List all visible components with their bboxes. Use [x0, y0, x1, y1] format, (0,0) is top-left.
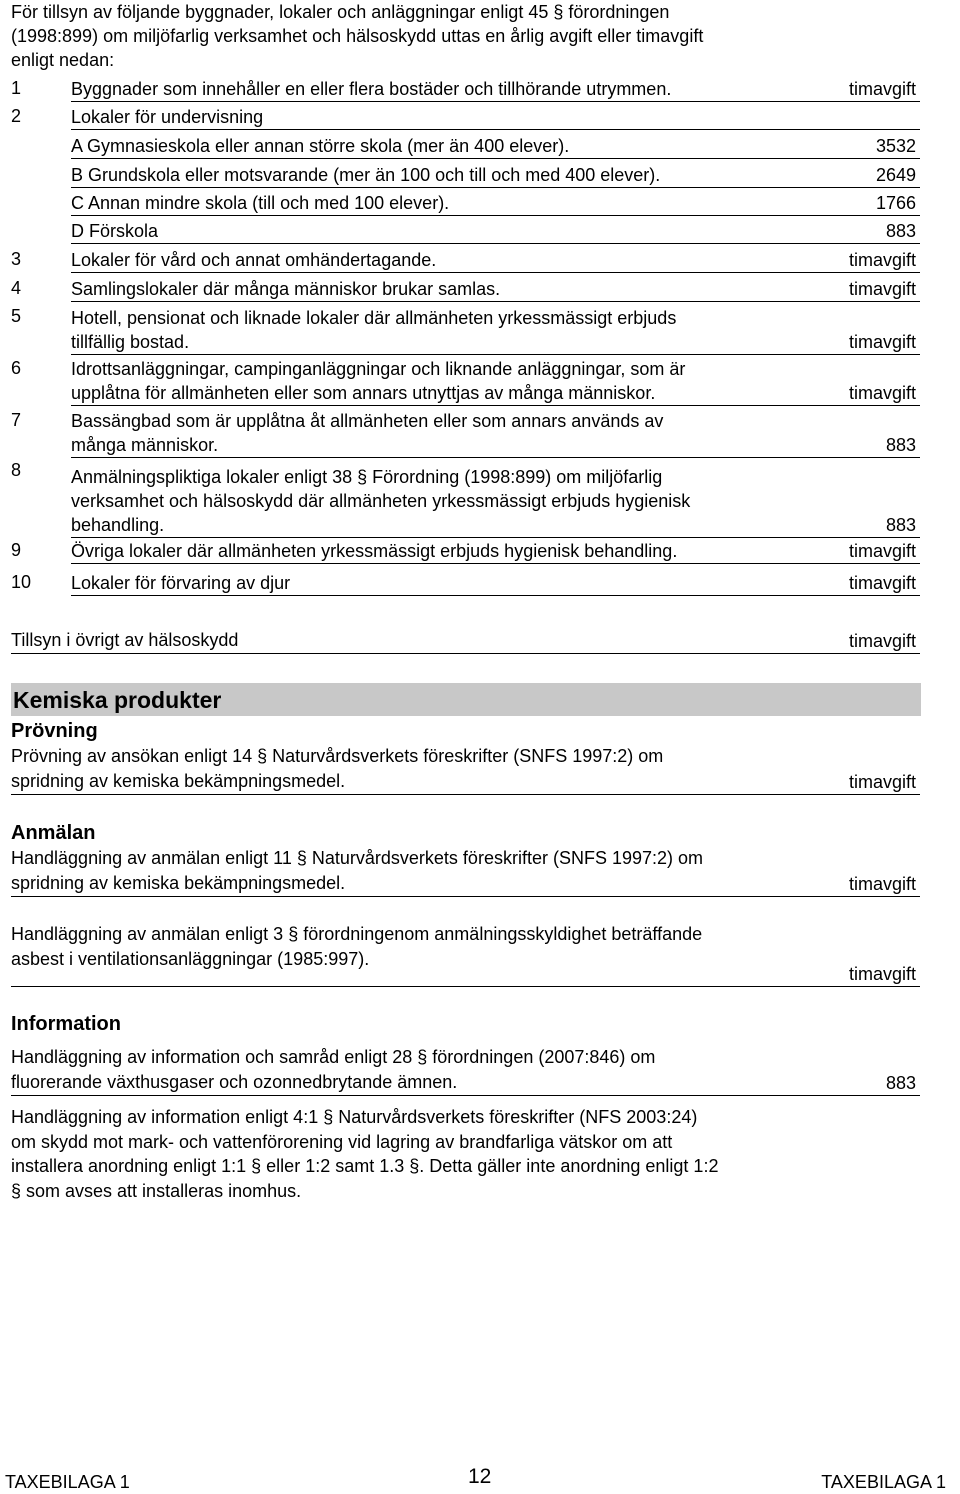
- row-number: 9: [11, 540, 22, 560]
- fee-value: timavgift: [848, 874, 916, 894]
- fee-value: timavgift: [848, 250, 916, 270]
- subheading-anmalan: Anmälan: [11, 822, 96, 844]
- fee-value: 883: [885, 1073, 916, 1093]
- tillsyn-row: [11, 628, 920, 654]
- fee-value: timavgift: [848, 541, 916, 561]
- fee-value: 883: [885, 515, 916, 535]
- provning-row: [11, 744, 920, 795]
- row-text: upplåtna för allmänheten eller som annars utnyttjas av många människor.: [71, 383, 656, 403]
- fee-row: [71, 105, 920, 130]
- fee-value: 883: [885, 435, 916, 455]
- section-header: [11, 683, 921, 716]
- row-text: D Förskola: [71, 221, 159, 241]
- row-text: Tillsyn i övrigt av hälsoskydd: [11, 630, 239, 650]
- row-number: 8: [11, 460, 22, 480]
- fee-value: timavgift: [848, 631, 916, 651]
- row-text: asbest i ventilationsanläggningar (1985:997).: [11, 949, 370, 969]
- fee-row: [71, 277, 920, 302]
- fee-value: timavgift: [848, 772, 916, 792]
- fee-value: 2649: [875, 165, 916, 185]
- row-text: Lokaler för undervisning: [71, 107, 264, 127]
- paragraph-line: § som avses att installeras inomhus.: [11, 1180, 302, 1201]
- row-text: spridning av kemiska bekämpningsmedel.: [11, 771, 346, 791]
- fee-row: [71, 539, 920, 564]
- page-number: 12: [468, 1465, 492, 1488]
- information-row: [11, 1045, 920, 1096]
- fee-value: timavgift: [848, 79, 916, 99]
- row-text: många människor.: [71, 435, 219, 455]
- anmalan-row: [11, 846, 920, 897]
- row-text: Hotell, pensionat och liknade lokaler där allmänheten yrkessmässigt erbjuds: [71, 308, 677, 328]
- fee-value: 3532: [875, 136, 916, 156]
- anmalan-row: [11, 922, 920, 987]
- row-text: Handläggning av information och samråd enligt 28 § förordningen (2007:846) om: [11, 1047, 656, 1067]
- fee-value: 1766: [875, 193, 916, 213]
- row-number: 6: [11, 358, 22, 378]
- row-text: Övriga lokaler där allmänheten yrkessmässigt erbjuds hygienisk behandling.: [71, 541, 678, 561]
- row-text: Handläggning av anmälan enligt 3 § förordningenom anmälningsskyldighet beträffande: [11, 924, 703, 944]
- row-number: 3: [11, 249, 22, 269]
- row-text: fluorerande växthusgaser och ozonnedbrytande ämnen.: [11, 1072, 458, 1092]
- fee-row: [71, 77, 920, 102]
- row-text: tillfällig bostad.: [71, 332, 190, 352]
- row-number: 7: [11, 410, 22, 430]
- row-text: Prövning av ansökan enligt 14 § Naturvårdsverkets föreskrifter (SNFS 1997:2) om: [11, 746, 664, 766]
- row-text: Anmälningspliktiga lokaler enligt 38 § Förordning (1998:899) om miljöfarlig: [71, 467, 663, 487]
- subheading-provning: Prövning: [11, 720, 98, 742]
- row-text: A Gymnasieskola eller annan större skola (mer än 400 elever).: [71, 136, 570, 156]
- subheading-information: Information: [11, 1013, 121, 1035]
- fee-row: [71, 248, 920, 273]
- row-text: behandling.: [71, 515, 165, 535]
- fee-value: timavgift: [848, 383, 916, 403]
- row-text: Bassängbad som är upplåtna åt allmänheten eller som annars används av: [71, 411, 664, 431]
- fee-row: [71, 191, 920, 216]
- row-text: spridning av kemiska bekämpningsmedel.: [11, 873, 346, 893]
- fee-row: [71, 163, 920, 188]
- row-number: 2: [11, 106, 22, 126]
- row-text: Handläggning av anmälan enligt 11 § Naturvårdsverkets föreskrifter (SNFS 1997:2) om: [11, 848, 704, 868]
- row-text: Lokaler för vård och annat omhändertagande.: [71, 250, 437, 270]
- fee-row: [71, 219, 920, 244]
- fee-row: [71, 306, 920, 355]
- paragraph-line: Handläggning av information enligt 4:1 § Naturvårdsverkets föreskrifter (NFS 2003:24): [11, 1107, 698, 1127]
- row-number: 5: [11, 306, 22, 326]
- fee-row: [71, 465, 920, 538]
- fee-value: timavgift: [848, 573, 916, 593]
- fee-value: timavgift: [848, 279, 916, 299]
- row-number: 1: [11, 78, 22, 98]
- row-text: Idrottsanläggningar, campinganläggningar och liknande anläggningar, som är: [71, 359, 686, 379]
- fee-row: [71, 134, 920, 159]
- footer-right: TAXEBILAGA 1: [821, 1472, 946, 1492]
- fee-row: [71, 409, 920, 458]
- row-number: 10: [11, 572, 32, 592]
- paragraph-line: installera anordning enligt 1:1 § eller 1:2 samt 1.3 §. Detta gäller inte anordning enligt 1:2: [11, 1156, 719, 1176]
- fee-value: 883: [885, 221, 916, 241]
- section-title: Kemiska produkter: [13, 687, 222, 713]
- row-number: 4: [11, 278, 22, 298]
- footer-left: TAXEBILAGA 1: [5, 1472, 130, 1492]
- information-paragraph: [11, 1105, 718, 1203]
- row-text: Lokaler för förvaring av djur: [71, 573, 291, 593]
- fee-value: timavgift: [848, 964, 916, 984]
- fee-value: timavgift: [848, 332, 916, 352]
- fee-row: [71, 357, 920, 406]
- row-text: B Grundskola eller motsvarande (mer än 100 och till och med 400 elever).: [71, 165, 661, 185]
- row-text: Samlingslokaler där många människor brukar samlas.: [71, 279, 501, 299]
- intro-line: För tillsyn av följande byggnader, lokaler och anläggningar enligt 45 § förordningen: [11, 2, 670, 22]
- paragraph-line: om skydd mot mark- och vattenförorening vid lagring av brandfarliga vätskor om att: [11, 1131, 673, 1152]
- row-text: Byggnader som innehåller en eller flera bostäder och tillhörande utrymmen.: [71, 79, 672, 99]
- intro-paragraph: [11, 0, 941, 72]
- row-text: C Annan mindre skola (till och med 100 elever).: [71, 193, 450, 213]
- fee-row: [71, 571, 920, 596]
- intro-line: (1998:899) om miljöfarlig verksamhet och hälsoskydd uttas en årlig avgift eller timavgift: [11, 26, 704, 46]
- intro-line: enligt nedan:: [11, 50, 115, 70]
- row-text: verksamhet och hälsoskydd där allmänheten yrkessmässigt erbjuds hygienisk: [71, 491, 691, 511]
